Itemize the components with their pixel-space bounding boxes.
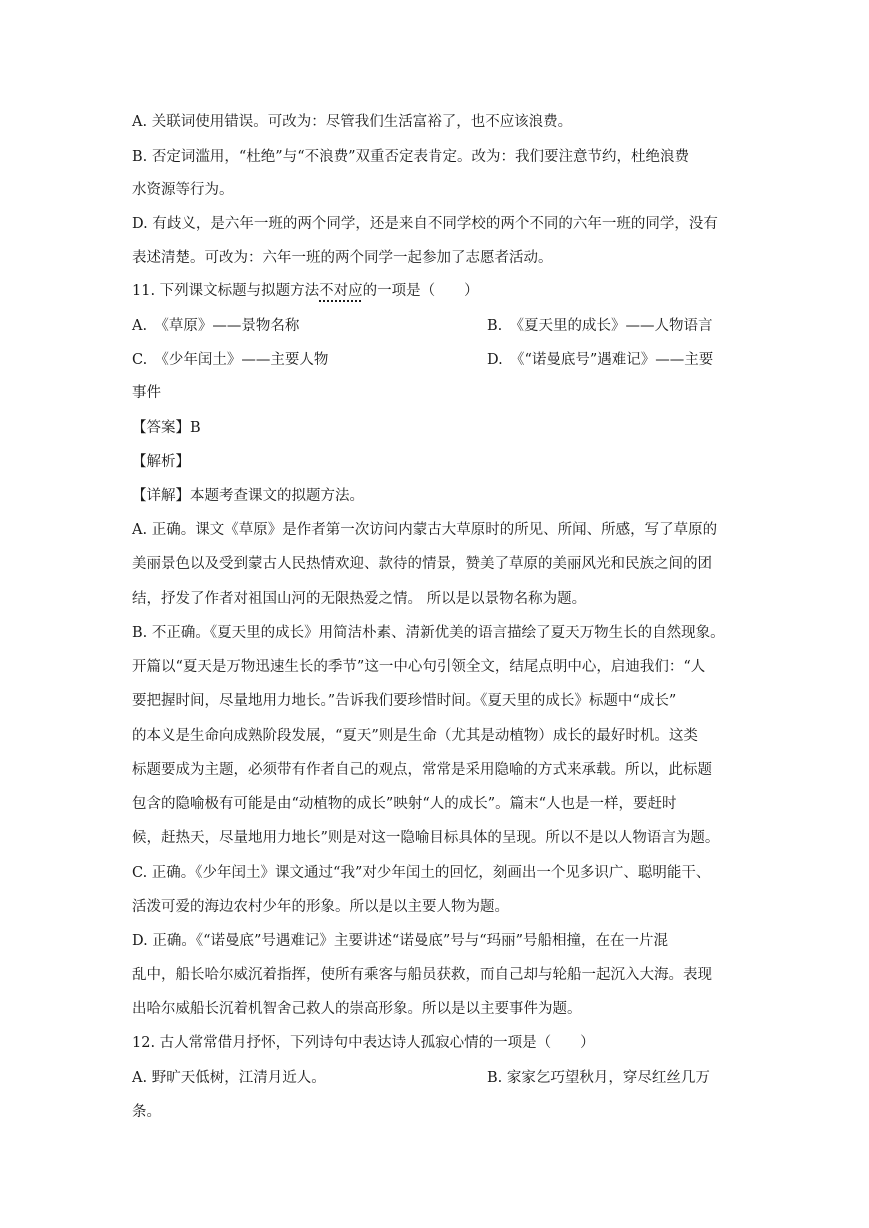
q11-expl-b-line3: 要把握时间，尽量地用力地长。”告诉我们要珍惜时间。《夏天里的成长》标题中“成长” <box>132 693 677 709</box>
q11-expl-a-line1: A. 正确。课文《草原》是作者第一次访问内蒙古大草原时的所见、所闻、所感，写了草原的 <box>132 522 718 538</box>
q11-expl-d-line3: 出哈尔威船长沉着机智舍己救人的崇高形象。所以是以主要事件为题。 <box>132 1001 582 1017</box>
q11-answer: 【答案】B <box>132 420 201 436</box>
q11-expl-b-line1: B. 不正确。《夏天里的成长》用简洁朴素、清新优美的语言描绘了夏天万物生长的自然现象。 <box>132 625 725 641</box>
q11-option-b: B. 《夏天里的成长》——人物语言 <box>487 318 713 334</box>
q12-option-b-cont: 条。 <box>132 1104 161 1120</box>
q11-stem <box>132 281 479 301</box>
q11-option-c: C. 《少年闰土》——主要人物 <box>132 352 329 368</box>
prev-answer-d-line2: 表述清楚。可改为：六年一班的两个同学一起参加了志愿者活动。 <box>132 250 553 266</box>
q11-expl-b-line2: 开篇以“夏天是万物迅速生长的季节”这一中心句引领全文，结尾点明中心，启迪我们：“人 <box>132 659 706 675</box>
q11-stem-emphasis: 不对应 <box>319 283 363 299</box>
q11-expl-d-line2: 乱中，船长哈尔威沉着指挥，使所有乘客与船员获救，而自己却与轮船一起沉入大海。表现 <box>132 967 712 983</box>
q12-stem: 12. 古人常常借月抒怀，下列诗句中表达诗人孤寂心情的一项是（ ） <box>132 1035 595 1051</box>
q11-analysis-label: 【解析】 <box>132 454 190 470</box>
prev-answer-a: A. 关联词使用错误。可改为：尽管我们生活富裕了，也不应该浪费。 <box>132 114 573 130</box>
prev-answer-b-line2: 水资源等行为。 <box>132 182 234 198</box>
q11-stem-after: 的一项是（ ） <box>362 283 479 299</box>
q11-expl-c-line2: 活泼可爱的海边农村少年的形象。所以是以主要人物为题。 <box>132 899 509 915</box>
q11-detail: 【详解】本题考查课文的拟题方法。 <box>132 488 364 504</box>
q12-option-a: A. 野旷天低树，江清月近人。 <box>132 1070 326 1086</box>
q11-expl-b-line6: 包含的隐喻极有可能是由“动植物的成长”映射“人的成长”。篇末“人也是一样，要赶时 <box>132 796 677 812</box>
q11-expl-b-line5: 标题要成为主题，必须带有作者自己的观点，常常是采用隐喻的方式来承载。所以，此标题 <box>132 762 712 778</box>
q11-option-d: D. 《“诺曼底号”遇难记》——主要 <box>487 352 714 368</box>
q11-expl-c-line1: C. 正确。《少年闰土》课文通过“我”对少年闰土的回忆，刻画出一个见多识广、聪明能干、 <box>132 865 711 881</box>
q12-option-b: B. 家家乞巧望秋月，穿尽红丝几万 <box>487 1070 710 1086</box>
q11-expl-a-line3: 结，抒发了作者对祖国山河的无限热爱之情。 所以是以景物名称为题。 <box>132 591 587 607</box>
q11-expl-b-line7: 候，赶热天，尽量地用力地长”则是对这一隐喻目标具体的呈现。所以不是以人物语言为题。 <box>132 830 720 846</box>
prev-answer-d-line1: D. 有歧义，是六年一班的两个同学，还是来自不同学校的两个不同的六年一班的同学，没有 <box>132 216 718 232</box>
q11-option-d-cont: 事件 <box>132 385 161 401</box>
q11-option-a: A. 《草原》——景物名称 <box>132 318 300 334</box>
prev-answer-b-line1: B. 否定词滥用，“杜绝”与“不浪费”双重否定表肯定。改为：我们要注意节约，杜绝浪费 <box>132 149 690 165</box>
q11-expl-d-line1: D. 正确。《“诺曼底”号遇难记》主要讲述“诺曼底”号与“玛丽”号船相撞，在在一片混 <box>132 933 669 949</box>
q11-expl-a-line2: 美丽景色以及受到蒙古人民热情欢迎、款待的情景，赞美了草原的美丽风光和民族之间的团 <box>132 556 712 572</box>
q11-stem-before: 11. 下列课文标题与拟题方法 <box>132 283 320 299</box>
q11-expl-b-line4: 的本义是生命向成熟阶段发展，“夏天”则是生命（尤其是动植物）成长的最好时机。这类 <box>132 728 698 744</box>
